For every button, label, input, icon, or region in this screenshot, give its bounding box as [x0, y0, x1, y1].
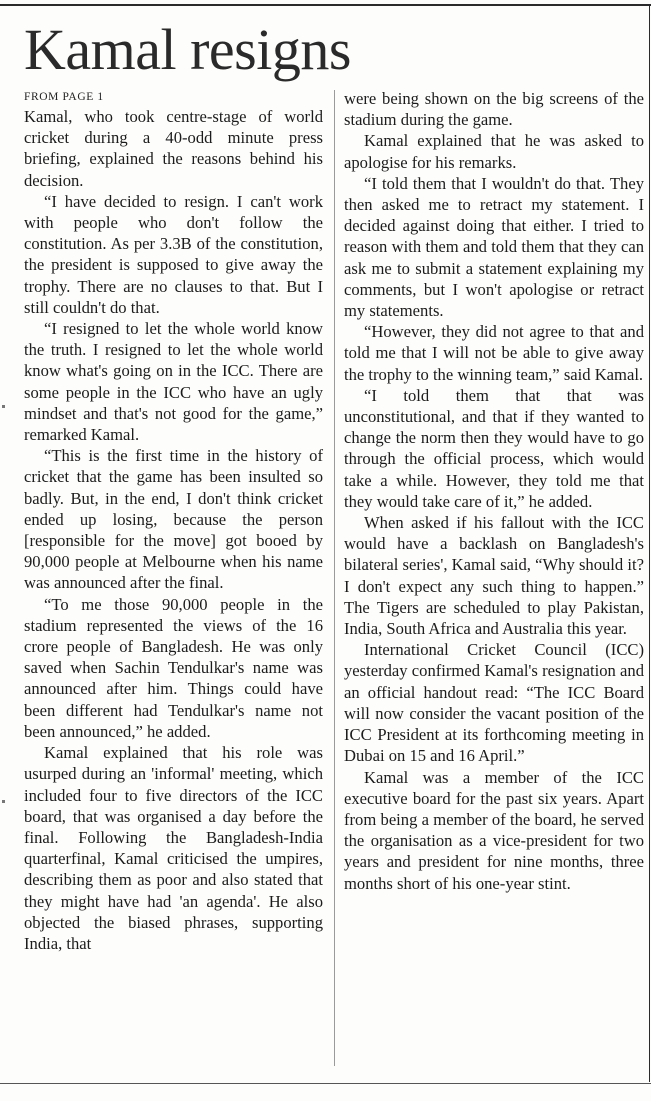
paragraph: “This is the first time in the history of cricket that the game has been insulted so badly. But, in the end, I don't think cricket ended up losing, because the person [responsible for the move] got booed by 90,000 people at Melbourne when his name was announced after the final. [24, 446, 323, 593]
paragraph: Kamal explained that he was asked to apologise for his remarks. [344, 131, 644, 172]
right-rule [649, 4, 650, 1082]
paragraph: International Cricket Council (ICC) yesterday confirmed Kamal's resignation and an official handout read: “The ICC Board will now consider the vacant position of the ICC President at its forthcoming meeting in Dubai on 15 and 16 April.” [344, 640, 644, 766]
paragraph: “I told them that I wouldn't do that. They then asked me to retract my statement. I decided against doing that either. I tried to reason with them and told them that they can ask me to submit a statement explaining my comments, but I won't apologise or retract my statements. [344, 173, 644, 321]
margin-mark [2, 800, 5, 803]
paragraph: “I resigned to let the whole world know the truth. I resigned to let the whole world know what's going on in the ICC. There are some people in the ICC who have an ugly mindset and that's not good for the game,” remarked Kamal. [24, 319, 323, 445]
top-rule [0, 4, 651, 6]
paragraph: were being shown on the big screens of the stadium during the game. [344, 89, 644, 130]
article-column-right [344, 88, 644, 894]
paragraph: “However, they did not agree to that and told me that I will not be able to give away the trophy to the winning team,” said Kamal. [344, 322, 644, 384]
column-divider [334, 90, 335, 1066]
bottom-rule [0, 1083, 651, 1084]
kicker: FROM PAGE 1 [24, 91, 104, 103]
article-column-left [24, 88, 323, 954]
paragraph: “To me those 90,000 people in the stadium represented the views of the 16 crore people of Bangladesh. He was only saved when Sachin Tendulkar's name was announced after him. Things could have been different had Tendulkar's name not been announced,” he added. [24, 594, 323, 741]
paragraph: Kamal was a member of the ICC executive board for the past six years. Apart from being a member of the board, he served the organisation as a vice-president for two years and president for nine months, three months short of his one-year stint. [344, 767, 644, 893]
paragraph: “I have decided to resign. I can't work with people who don't follow the constitution. As per 3.3B of the constitution, the president is supposed to give away the trophy. There are no clauses to that. But I still couldn't do that. [24, 191, 323, 317]
paragraph: Kamal explained that his role was usurped during an 'informal' meeting, which included four to five directors of the ICC board, that was organised a day before the final. Following the Bangladesh-India quarterfinal, Kamal criticised the umpires, describing them as poor and also stated that they might have had 'an agenda'. He also objected the biased phrases, supporting India, that [24, 743, 323, 953]
paragraph: “I told them that that was unconstitutional, and that if they wanted to change the norm then they would have to go through the official process, which would take a while. However, they told me that they would take care of it,” he added. [344, 385, 644, 511]
paragraph: When asked if his fallout with the ICC would have a backlash on Bangladesh's bilateral series', Kamal said, “Why should it? I don't expect any such thing to happen.” The Tigers are scheduled to play Pakistan, India, South Africa and Australia this year. [344, 513, 644, 639]
paragraph: Kamal, who took centre-stage of world cricket during a 40-odd minute press briefing, explained the reasons behind his decision. [24, 107, 323, 190]
margin-mark [2, 405, 5, 408]
headline: Kamal resigns [24, 17, 351, 82]
